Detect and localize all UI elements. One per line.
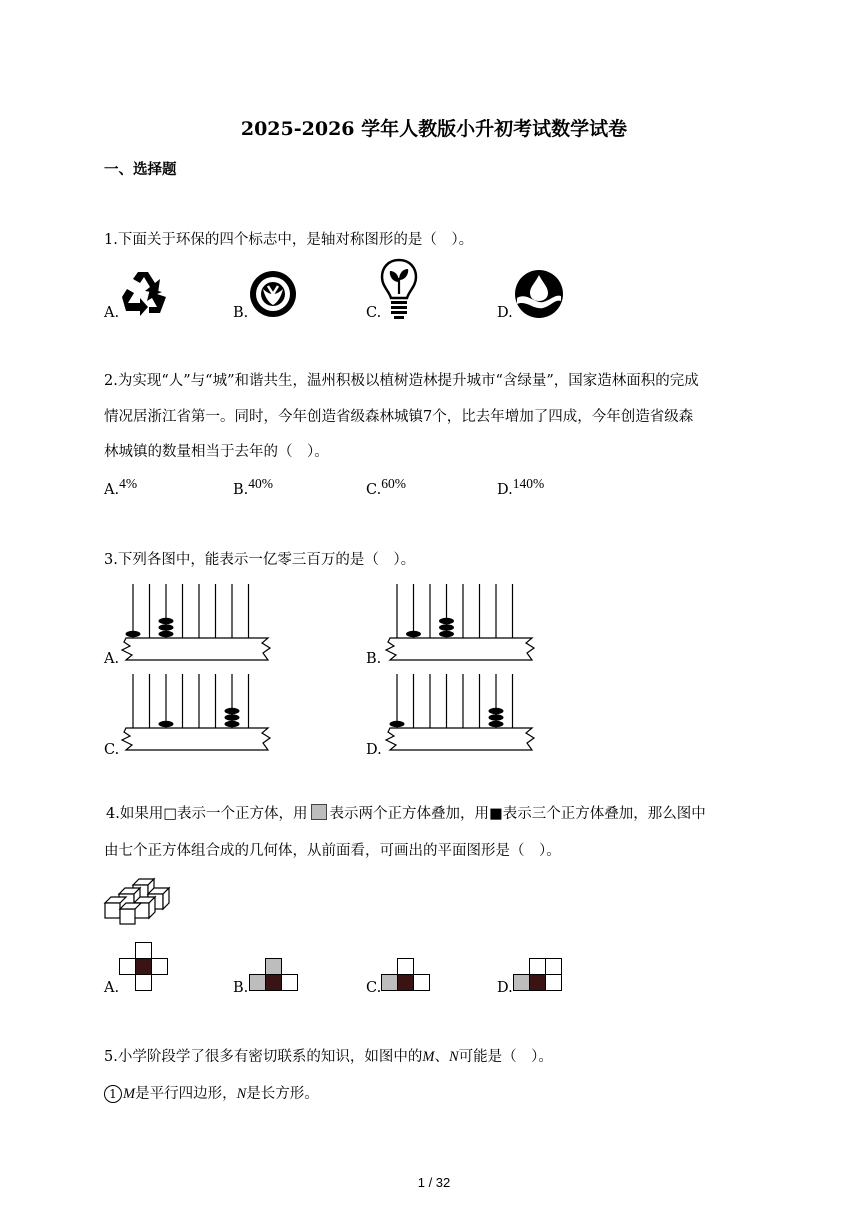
item-1-var-n: N: [236, 1086, 247, 1102]
q2-option-b: [233, 476, 274, 498]
abacus-bead: [159, 721, 174, 727]
q2-option-a-label: A.: [104, 482, 120, 498]
grid-cell: [266, 975, 282, 991]
grid-cell: [136, 975, 152, 991]
q4-option-a-label: A.: [104, 980, 120, 996]
q3-option-c-label: C.: [104, 742, 120, 758]
grid-cell: [546, 959, 562, 975]
question-3-text: 3.下列各图中，能表示一亿零三百万的是（ ）。: [104, 552, 416, 568]
grid-cell: [282, 975, 298, 991]
question-4-text-part-2: 表示两个正方体叠加，用■表示三个正方体叠加，那么图中: [329, 806, 706, 822]
abacus-bead: [439, 618, 454, 624]
grid-cell: [398, 975, 414, 991]
abacus-bead: [489, 714, 504, 720]
grid-cell: [530, 959, 546, 975]
view-option-b: [249, 958, 301, 994]
q1-option-c-label: C.: [366, 305, 382, 321]
item-1-text-part-1: 是平行四边形，: [135, 1086, 237, 1102]
abacus-bead: [159, 631, 174, 637]
abacus-board: [386, 728, 534, 750]
grid-cell: [152, 959, 168, 975]
question-4-line-1: [106, 804, 706, 824]
question-5-item-1: [104, 1084, 319, 1104]
grid-cell: [414, 975, 430, 991]
q1-option-b-label: B.: [233, 305, 249, 321]
abacus-bead: [225, 714, 240, 720]
cube-assembly-figure: [103, 872, 173, 930]
abacus-bead: [159, 624, 174, 630]
q2-option-a: [104, 476, 138, 498]
abacus-bead: [439, 624, 454, 630]
q1-option-d-label: D.: [497, 305, 513, 321]
q2-option-b-label: B.: [233, 482, 249, 498]
q2-option-d-label: D.: [497, 482, 513, 498]
abacus-bead: [225, 708, 240, 714]
abacus-bead: [406, 631, 421, 637]
abacus-bead: [439, 631, 454, 637]
green-food-emblem-icon: [248, 269, 298, 319]
abacus-bead: [390, 721, 405, 727]
var-m: M: [422, 1049, 435, 1065]
q4-option-b-label: B.: [233, 980, 249, 996]
grid-cell: [120, 959, 136, 975]
question-2-line-1: 2.为实现“人”与“城”和谐共生，温州积极以植树造林提升城市“含绿量”，国家造林面积的完成: [104, 373, 699, 389]
grid-cell: [546, 975, 562, 991]
q1-option-a-label: A.: [104, 305, 120, 321]
q3-option-a-label: A.: [104, 651, 120, 667]
double-cube-icon: [311, 804, 327, 820]
q4-option-d-label: D.: [497, 980, 513, 996]
water-drop-emblem-icon: [513, 268, 565, 320]
abacus-b: [384, 580, 539, 664]
question-2-line-2: 情况居浙江省第一。同时，今年创造省级森林城镇7个，比去年增加了四成，今年创造省级森: [104, 409, 694, 425]
grid-cell: [514, 975, 530, 991]
view-option-d: [513, 958, 565, 994]
abacus-board: [386, 638, 534, 660]
page-number: 1 / 32: [417, 1175, 451, 1190]
item-1-var-m: M: [123, 1086, 136, 1102]
q2-option-d: [497, 476, 545, 498]
q3-option-b-label: B.: [366, 651, 382, 667]
page-title: 2025-2026 学年人教版小升初考试数学试卷: [240, 118, 628, 140]
question-4-line-2: 由七个正方体组合成的几何体，从前面看，可画出的平面图形是（ ）。: [104, 843, 561, 859]
circled-number-1: 1: [104, 1085, 122, 1103]
q2-option-c-label: C.: [366, 482, 382, 498]
grid-cell: [382, 975, 398, 991]
question-5-text-part-1: 5.小学阶段学了很多有密切联系的知识，如图中的: [104, 1049, 423, 1065]
grid-cell: [136, 959, 152, 975]
q4-option-c-label: C.: [366, 980, 382, 996]
q2-option-c-value: 60%: [381, 476, 406, 491]
q2-option-c: [366, 476, 406, 498]
grid-cell: [530, 975, 546, 991]
abacus-d: [384, 670, 539, 754]
abacus-c: [120, 670, 275, 754]
question-5-separator: 、: [434, 1049, 449, 1065]
question-2-line-3: 林城镇的数量相当于去年的（ ）。: [104, 444, 329, 460]
q2-option-b-value: 40%: [248, 476, 274, 491]
abacus-bead: [159, 618, 174, 624]
abacus-a: [120, 580, 275, 664]
question-4-text-part-1: 4.如果用□表示一个正方体，用: [106, 806, 308, 822]
recycle-icon: [118, 269, 170, 319]
view-option-c: [381, 958, 433, 994]
abacus-board: [122, 728, 270, 750]
abacus-bead: [489, 721, 504, 727]
section-heading: 一、选择题: [104, 161, 177, 178]
grid-cell: [398, 959, 414, 975]
q2-option-a-value: 4%: [119, 476, 138, 491]
abacus-board: [122, 638, 270, 660]
view-option-a: [119, 942, 171, 994]
abacus-bead: [126, 631, 141, 637]
bulb-sprout-icon: [380, 258, 418, 320]
grid-cell: [266, 959, 282, 975]
abacus-bead: [489, 708, 504, 714]
question-5-text-part-2: 可能是（ ）。: [458, 1049, 553, 1065]
q3-option-d-label: D.: [366, 742, 382, 758]
item-1-text-part-2: 是长方形。: [246, 1086, 319, 1102]
question-1-text: 1.下面关于环保的四个标志中，是轴对称图形的是（ ）。: [104, 232, 474, 248]
grid-cell: [250, 975, 266, 991]
grid-cell: [136, 943, 152, 959]
q2-option-d-value: 140%: [512, 476, 545, 491]
var-n: N: [448, 1049, 459, 1065]
question-5-text: [104, 1047, 553, 1067]
abacus-bead: [225, 721, 240, 727]
